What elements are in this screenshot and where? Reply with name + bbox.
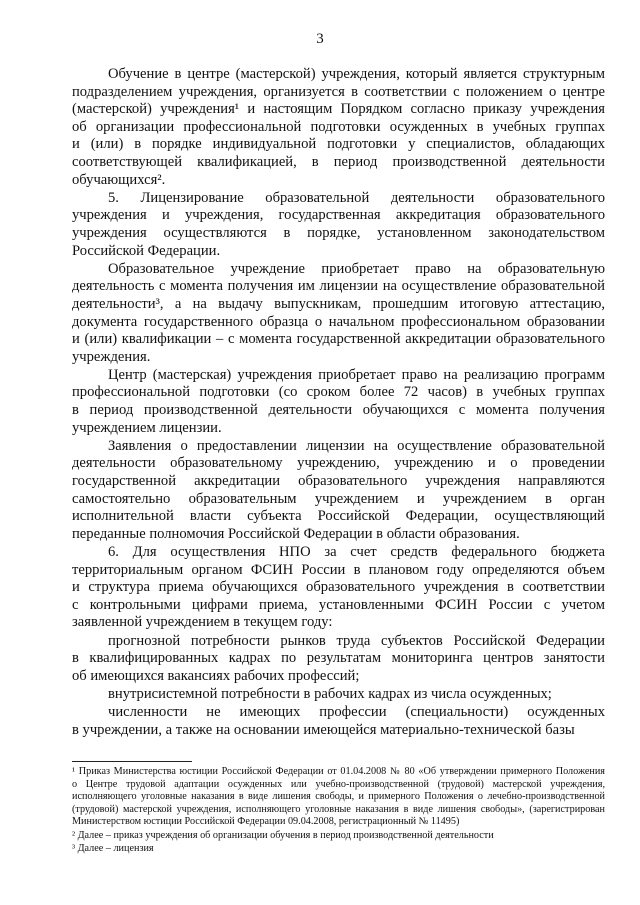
footnote xyxy=(72,843,605,856)
text-line: Центр (мастерская) учреждения приобретает право на реализацию программ xyxy=(108,366,605,383)
text-line: с контрольными цифрами приема, установленными ФСИН России с учетом xyxy=(72,596,605,613)
text-line: и (или) в порядке индивидуальной подготовки у специалистов, обладающих xyxy=(72,136,605,153)
text-line: и структура приема обучающихся образовательного учреждения в соответствии xyxy=(72,579,605,596)
document-body xyxy=(72,66,605,740)
text-line: в квалифицированных кадрах по результатам мониторинга центров занятости xyxy=(72,650,605,667)
text-line: территориальным органом ФСИН России в плановом году определяются объем xyxy=(72,561,605,578)
text-line: ³ Далее – лицензия xyxy=(72,842,154,854)
text-line: деятельности образовательному учреждению, учреждению и о проведении xyxy=(72,455,605,472)
text-line: Министерством юстиции Российской Федерации 09.04.2008, регистрационный № 11495) xyxy=(72,816,460,828)
text-line: соответствующей квалификацией, в период производственной деятельности xyxy=(72,153,605,170)
text-line: профессиональной подготовки (со сроком более 72 часов) в учебных группах xyxy=(72,384,605,401)
text-line: (мастерской) учреждения¹ и настоящим Порядком согласно приказу учреждения xyxy=(72,101,605,118)
text-line: подразделением учреждения, организуется в соответствии с положением о центре xyxy=(72,83,605,100)
text-line: Заявления о предоставлении лицензии на осуществление образовательной xyxy=(108,437,605,454)
paragraph xyxy=(72,438,605,544)
paragraph xyxy=(72,261,605,367)
text-line: внутрисистемной потребности в рабочих кадрах из числа осужденных; xyxy=(108,685,552,702)
page-number: 3 xyxy=(316,31,324,47)
text-line: самостоятельно образовательным учреждением и учреждением в орган xyxy=(72,490,605,507)
text-line: и (или) квалификации – с момента государственной аккредитации образовательного xyxy=(72,331,605,348)
text-line: учреждения осуществляются в порядке, установленном законодательством xyxy=(72,224,605,241)
text-line: исполняющего уголовные наказания в виде лишения свободы, и примерного Положения о лечебно-производственной xyxy=(72,791,605,803)
text-line: об имеющихся вакансиях рабочих профессий; xyxy=(72,667,360,684)
paragraph xyxy=(72,686,605,704)
text-line: в период производственной деятельности обучающихся с момента получения xyxy=(72,402,605,419)
footnotes xyxy=(72,766,605,856)
text-line: заявленной учреждением в текущем году: xyxy=(72,614,333,631)
text-line: об организации профессиональной подготовки осужденных в учебных группах xyxy=(72,118,605,135)
text-line: государственной аккредитации образовательного учреждения направляются xyxy=(72,473,605,490)
text-line: переданные полномочия Российской Федерации в области образования. xyxy=(72,525,520,542)
paragraph xyxy=(72,66,605,189)
text-line: документа государственного образца о начальном профессиональном образовании xyxy=(72,313,605,330)
text-line: Российской Федерации. xyxy=(72,242,221,259)
paragraph xyxy=(72,633,605,686)
text-line: численности не имеющих профессии (специальности) осужденных xyxy=(108,704,605,721)
paragraph xyxy=(72,544,605,632)
text-line: деятельности³, а на выдачу выпускникам, прошедшим итоговую аттестацию, xyxy=(72,295,605,312)
footnote xyxy=(72,766,605,829)
text-line: в учреждении, а также на основании имеющейся материально-технической базы xyxy=(72,721,575,738)
text-line: учреждения и учреждения, государственная аккредитация образовательного xyxy=(72,207,605,224)
text-line: деятельность с момента получения им лицензии на осуществление образовательной xyxy=(72,278,605,295)
text-line: Образовательное учреждение приобретает право на образовательную xyxy=(108,260,605,277)
text-line: ¹ Приказ Министерства юстиции Российской Федерации от 01.04.2008 № 80 «Об утверждении примерного Положения xyxy=(72,766,605,777)
text-line: (трудовой) мастерской учреждения, исполняющего уголовные наказания в виде лишения свободы», (зарегистрирован xyxy=(72,803,605,815)
footnote xyxy=(72,830,605,843)
text-line: обучающихся². xyxy=(72,171,166,188)
text-line: прогнозной потребности рынков труда субъектов Российской Федерации xyxy=(108,632,605,649)
text-line: учреждения. xyxy=(72,348,151,365)
text-line: о Центре трудовой адаптации осужденных или учебно-производственной (трудовой) мастерской учреждения, xyxy=(72,778,605,790)
text-line: исполнительной власти субъекта Российской Федерации, осуществляющий xyxy=(72,508,605,525)
paragraph xyxy=(72,190,605,260)
paragraph xyxy=(72,704,605,739)
text-line: Обучение в центре (мастерской) учреждения, который является структурным xyxy=(108,66,605,82)
text-line: ² Далее – приказ учреждения об организации обучения в период производственной деятельности xyxy=(72,829,494,841)
footnote-separator xyxy=(72,761,192,762)
text-line: учреждением лицензии. xyxy=(72,419,222,436)
paragraph xyxy=(72,367,605,437)
text-line: 5. Лицензирование образовательной деятельности образовательного xyxy=(108,189,605,206)
text-line: 6. Для осуществления НПО за счет средств федерального бюджета xyxy=(108,544,605,560)
